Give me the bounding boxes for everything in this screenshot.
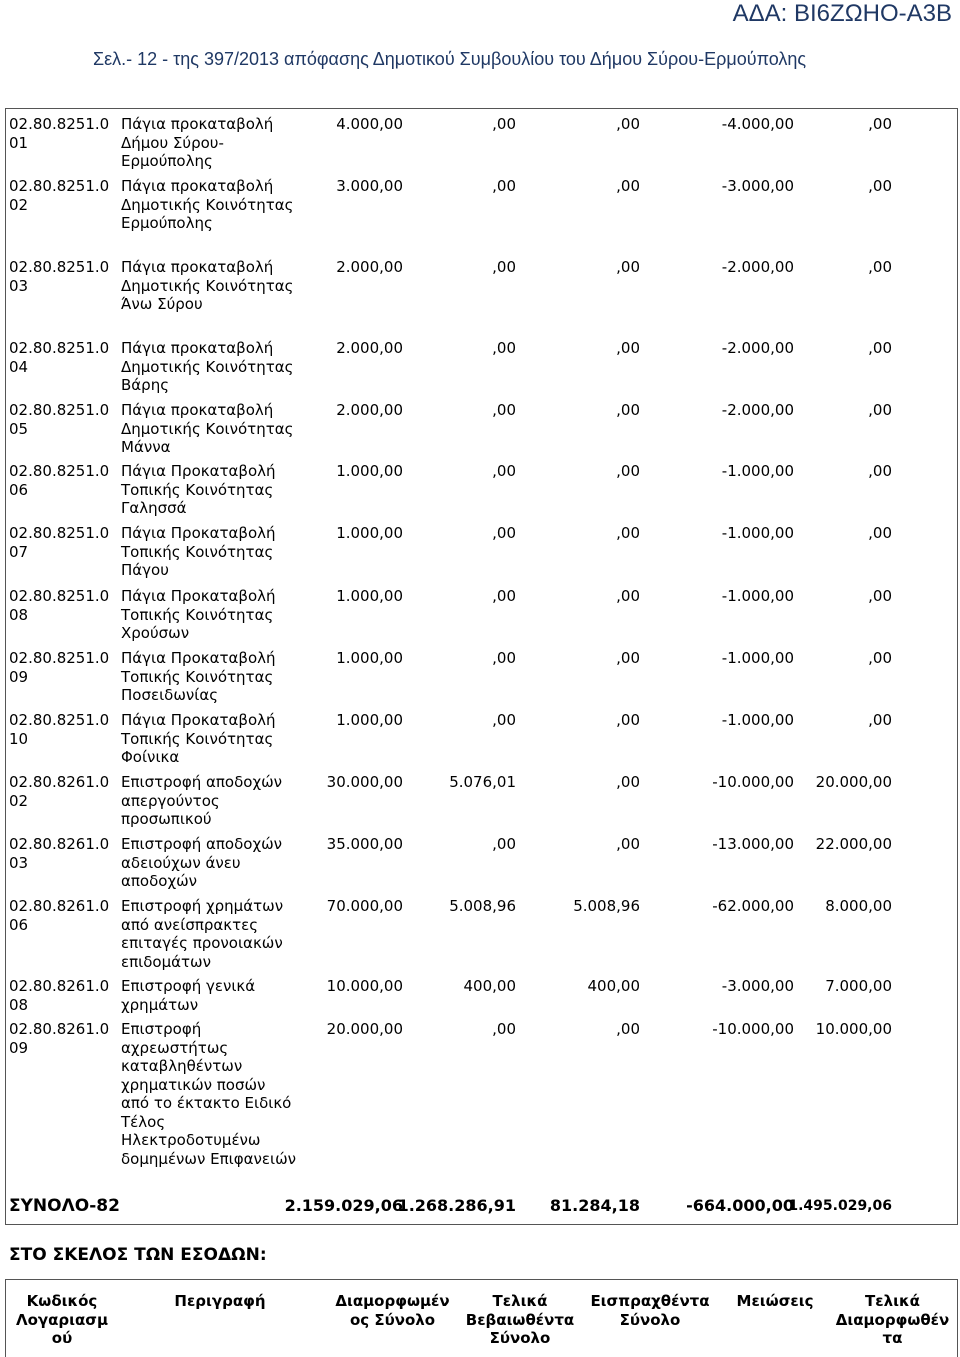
account-code: 02.80.8251.0 02 (9, 177, 110, 214)
value-certified: ,00 (492, 115, 516, 133)
value-certified: ,00 (492, 649, 516, 667)
value-change: -1.000,00 (721, 649, 794, 667)
value-final: 7.000,00 (825, 977, 892, 995)
account-description: Πάγια προκαταβολή Δημοτικής Κοινότητας Ερμούπολης (121, 177, 294, 232)
total-certified: 1.268.286,91 (397, 1196, 516, 1215)
header-description: Περιγραφή (174, 1292, 266, 1310)
account-code: 02.80.8251.0 10 (9, 711, 110, 748)
value-change: -2.000,00 (721, 339, 794, 357)
value-collected: ,00 (616, 462, 640, 480)
account-code: 02.80.8261.0 02 (9, 773, 110, 810)
value-final: 8.000,00 (825, 897, 892, 915)
account-description: Επιστροφή αποδοχών απεργούντος προσωπικού (121, 773, 283, 828)
value-certified: ,00 (492, 1020, 516, 1038)
value-change: -1.000,00 (721, 711, 794, 729)
account-code: 02.80.8251.0 08 (9, 587, 110, 624)
value-formed: 1.000,00 (336, 462, 403, 480)
account-code: 02.80.8251.0 06 (9, 462, 110, 499)
value-change: -10.000,00 (712, 773, 794, 791)
value-formed: 1.000,00 (336, 711, 403, 729)
value-final: ,00 (868, 649, 892, 667)
account-code: 02.80.8251.0 09 (9, 649, 110, 686)
value-formed: 1.000,00 (336, 524, 403, 542)
account-description: Πάγια Προκαταβολή Τοπικής Κοινότητας Χρούσων (121, 587, 276, 642)
value-certified: 400,00 (463, 977, 516, 995)
value-final: ,00 (868, 401, 892, 419)
value-certified: 5.008,96 (449, 897, 516, 915)
account-description: Πάγια προκαταβολή Δήμου Σύρου-Ερμούπολης (121, 115, 274, 170)
value-collected: ,00 (616, 401, 640, 419)
value-final: ,00 (868, 177, 892, 195)
value-final: 22.000,00 (815, 835, 892, 853)
value-final: ,00 (868, 524, 892, 542)
value-collected: ,00 (616, 115, 640, 133)
value-certified: ,00 (492, 587, 516, 605)
value-change: -10.000,00 (712, 1020, 794, 1038)
account-description: Πάγια Προκαταβολή Τοπικής Κοινότητας Ποσειδωνίας (121, 649, 276, 704)
value-final: 10.000,00 (815, 1020, 892, 1038)
header-final-certified: Τελικά Βεβαιωθέντα Σύνολο (465, 1292, 575, 1347)
value-change: -13.000,00 (712, 835, 794, 853)
value-formed: 2.000,00 (336, 339, 403, 357)
value-final: ,00 (868, 711, 892, 729)
value-formed: 20.000,00 (326, 1020, 403, 1038)
value-formed: 30.000,00 (326, 773, 403, 791)
value-final: ,00 (868, 587, 892, 605)
account-description: Πάγια Προκαταβολή Τοπικής Κοινότητας Φοίνικα (121, 711, 276, 766)
total-formed: 2.159.029,06 (284, 1196, 403, 1215)
value-final: ,00 (868, 339, 892, 357)
account-description: Πάγια προκαταβολή Δημοτικής Κοινότητας Άνω Σύρου (121, 258, 294, 313)
total-final: 1.495.029,06 (788, 1198, 892, 1214)
value-change: -62.000,00 (712, 897, 794, 915)
header-account-code: Κωδικός Λογαριασμ ού (15, 1292, 109, 1347)
value-formed: 1.000,00 (336, 649, 403, 667)
account-description: Επιστροφή γενικά χρημάτων (121, 977, 256, 1014)
account-code: 02.80.8261.0 06 (9, 897, 110, 934)
value-certified: ,00 (492, 339, 516, 357)
account-description: Επιστροφή χρημάτων από ανείσπρακτες επιταγές προνοιακών επιδομάτων (121, 897, 284, 971)
value-formed: 35.000,00 (326, 835, 403, 853)
value-certified: ,00 (492, 835, 516, 853)
value-formed: 3.000,00 (336, 177, 403, 195)
value-change: -3.000,00 (721, 177, 794, 195)
value-final: 20.000,00 (815, 773, 892, 791)
account-code: 02.80.8251.0 04 (9, 339, 110, 376)
header-collected: Εισπραχθέντα Σύνολο (590, 1292, 710, 1329)
account-code: 02.80.8261.0 09 (9, 1020, 110, 1057)
value-final: ,00 (868, 115, 892, 133)
total-change: -664.000,00 (686, 1196, 794, 1215)
value-change: -3.000,00 (721, 977, 794, 995)
value-certified: ,00 (492, 258, 516, 276)
value-final: ,00 (868, 258, 892, 276)
value-collected: 5.008,96 (573, 897, 640, 915)
value-change: -4.000,00 (721, 115, 794, 133)
value-change: -2.000,00 (721, 401, 794, 419)
value-collected: ,00 (616, 587, 640, 605)
account-code: 02.80.8251.0 07 (9, 524, 110, 561)
account-description: Πάγια Προκαταβολή Τοπικής Κοινότητας Πάγου (121, 524, 276, 579)
value-change: -1.000,00 (721, 524, 794, 542)
account-description: Επιστροφή αχρεωστήτως καταβληθέντων χρηματικών ποσών από το έκτακτο Ειδικό Τέλος Ηλεκτροδοτυμένω δομημένων Επιφανειών (121, 1020, 297, 1168)
account-description: Επιστροφή αποδοχών αδειούχων άνευ αποδοχών (121, 835, 283, 890)
value-final: ,00 (868, 462, 892, 480)
value-collected: ,00 (616, 649, 640, 667)
header-final-formed: Τελικά Διαμορφωθέν τα (835, 1292, 950, 1347)
value-formed: 2.000,00 (336, 258, 403, 276)
value-formed: 2.000,00 (336, 401, 403, 419)
account-code: 02.80.8251.0 03 (9, 258, 110, 295)
value-certified: 5.076,01 (449, 773, 516, 791)
value-certified: ,00 (492, 524, 516, 542)
value-collected: ,00 (616, 177, 640, 195)
account-code: 02.80.8261.0 03 (9, 835, 110, 872)
account-description: Πάγια Προκαταβολή Τοπικής Κοινότητας Γαλησσά (121, 462, 276, 517)
value-collected: ,00 (616, 524, 640, 542)
value-collected: ,00 (616, 1020, 640, 1038)
account-code: 02.80.8251.0 05 (9, 401, 110, 438)
value-formed: 10.000,00 (326, 977, 403, 995)
value-collected: 400,00 (587, 977, 640, 995)
total-label: ΣΥΝΟΛΟ-82 (9, 1196, 120, 1216)
value-collected: ,00 (616, 258, 640, 276)
value-collected: ,00 (616, 339, 640, 357)
account-description: Πάγια προκαταβολή Δημοτικής Κοινότητας Βάρης (121, 339, 294, 394)
value-change: -1.000,00 (721, 462, 794, 480)
ada-code: ΑΔΑ: ΒΙ6ΖΩΗΟ-Α3Β (732, 0, 952, 27)
page-header: Σελ.- 12 - της 397/2013 απόφασης Δημοτικού Συμβουλίου του Δήμου Σύρου-Ερμούπολης (93, 49, 807, 69)
value-change: -1.000,00 (721, 587, 794, 605)
header-formed-total: Διαμορφωμέν ος Σύνολο (335, 1292, 450, 1329)
account-description: Πάγια προκαταβολή Δημοτικής Κοινότητας Μάννα (121, 401, 294, 456)
value-collected: ,00 (616, 773, 640, 791)
account-code: 02.80.8261.0 08 (9, 977, 110, 1014)
total-collected: 81.284,18 (549, 1196, 640, 1215)
value-change: -2.000,00 (721, 258, 794, 276)
header-reductions: Μειώσεις (736, 1292, 814, 1310)
value-certified: ,00 (492, 462, 516, 480)
value-collected: ,00 (616, 711, 640, 729)
value-formed: 4.000,00 (336, 115, 403, 133)
value-formed: 70.000,00 (326, 897, 403, 915)
value-certified: ,00 (492, 177, 516, 195)
value-certified: ,00 (492, 401, 516, 419)
value-certified: ,00 (492, 711, 516, 729)
account-code: 02.80.8251.0 01 (9, 115, 110, 152)
value-formed: 1.000,00 (336, 587, 403, 605)
income-section-title: ΣΤΟ ΣΚΕΛΟΣ ΤΩΝ ΕΣΟΔΩΝ: (9, 1245, 267, 1265)
value-collected: ,00 (616, 835, 640, 853)
